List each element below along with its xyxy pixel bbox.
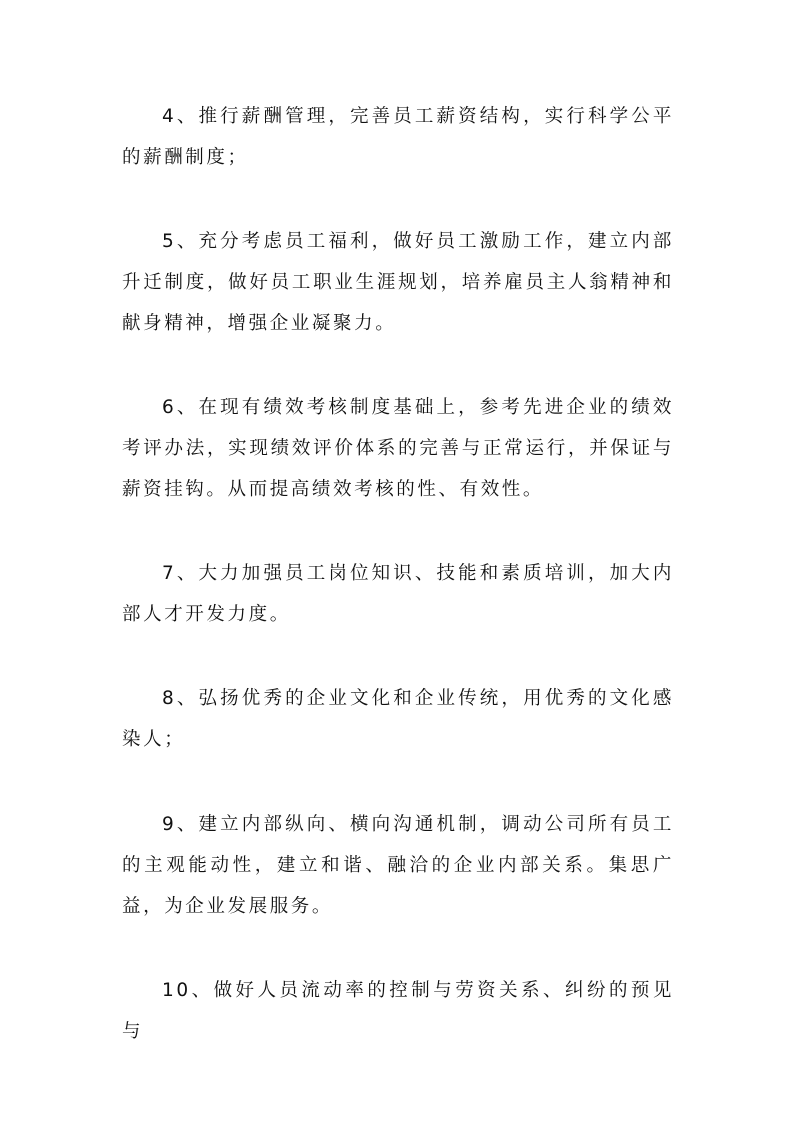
paragraph-item-5: 5、充分考虑员工福利，做好员工激励工作，建立内部升迁制度，做好员工职业生涯规划，培养雇员主人翁精神和献身精神，增强企业凝聚力。 — [122, 231, 674, 334]
paragraph-item-10: 10、做好人员流动率的控制与劳资关系、纠纷的预见与 — [122, 980, 674, 1042]
paragraph-item-9: 9、建立内部纵向、横向沟通机制，调动公司所有员工的主观能动性，建立和谐、融洽的企业内部关系。集思广益，为企业发展服务。 — [122, 814, 674, 917]
paragraph-item-7: 7、大力加强员工岗位知识、技能和素质培训，加大内部人才开发力度。 — [122, 563, 674, 625]
paragraph-item-8: 8、弘扬优秀的企业文化和企业传统，用优秀的文化感染人； — [122, 688, 674, 750]
paragraph-item-4: 4、推行薪酬管理，完善员工薪资结构，实行科学公平的薪酬制度； — [122, 106, 674, 168]
paragraph-item-6: 6、在现有绩效考核制度基础上，参考先进企业的绩效考评办法，实现绩效评价体系的完善与正常运行，并保证与薪资挂钩。从而提高绩效考核的性、有效性。 — [122, 397, 674, 500]
